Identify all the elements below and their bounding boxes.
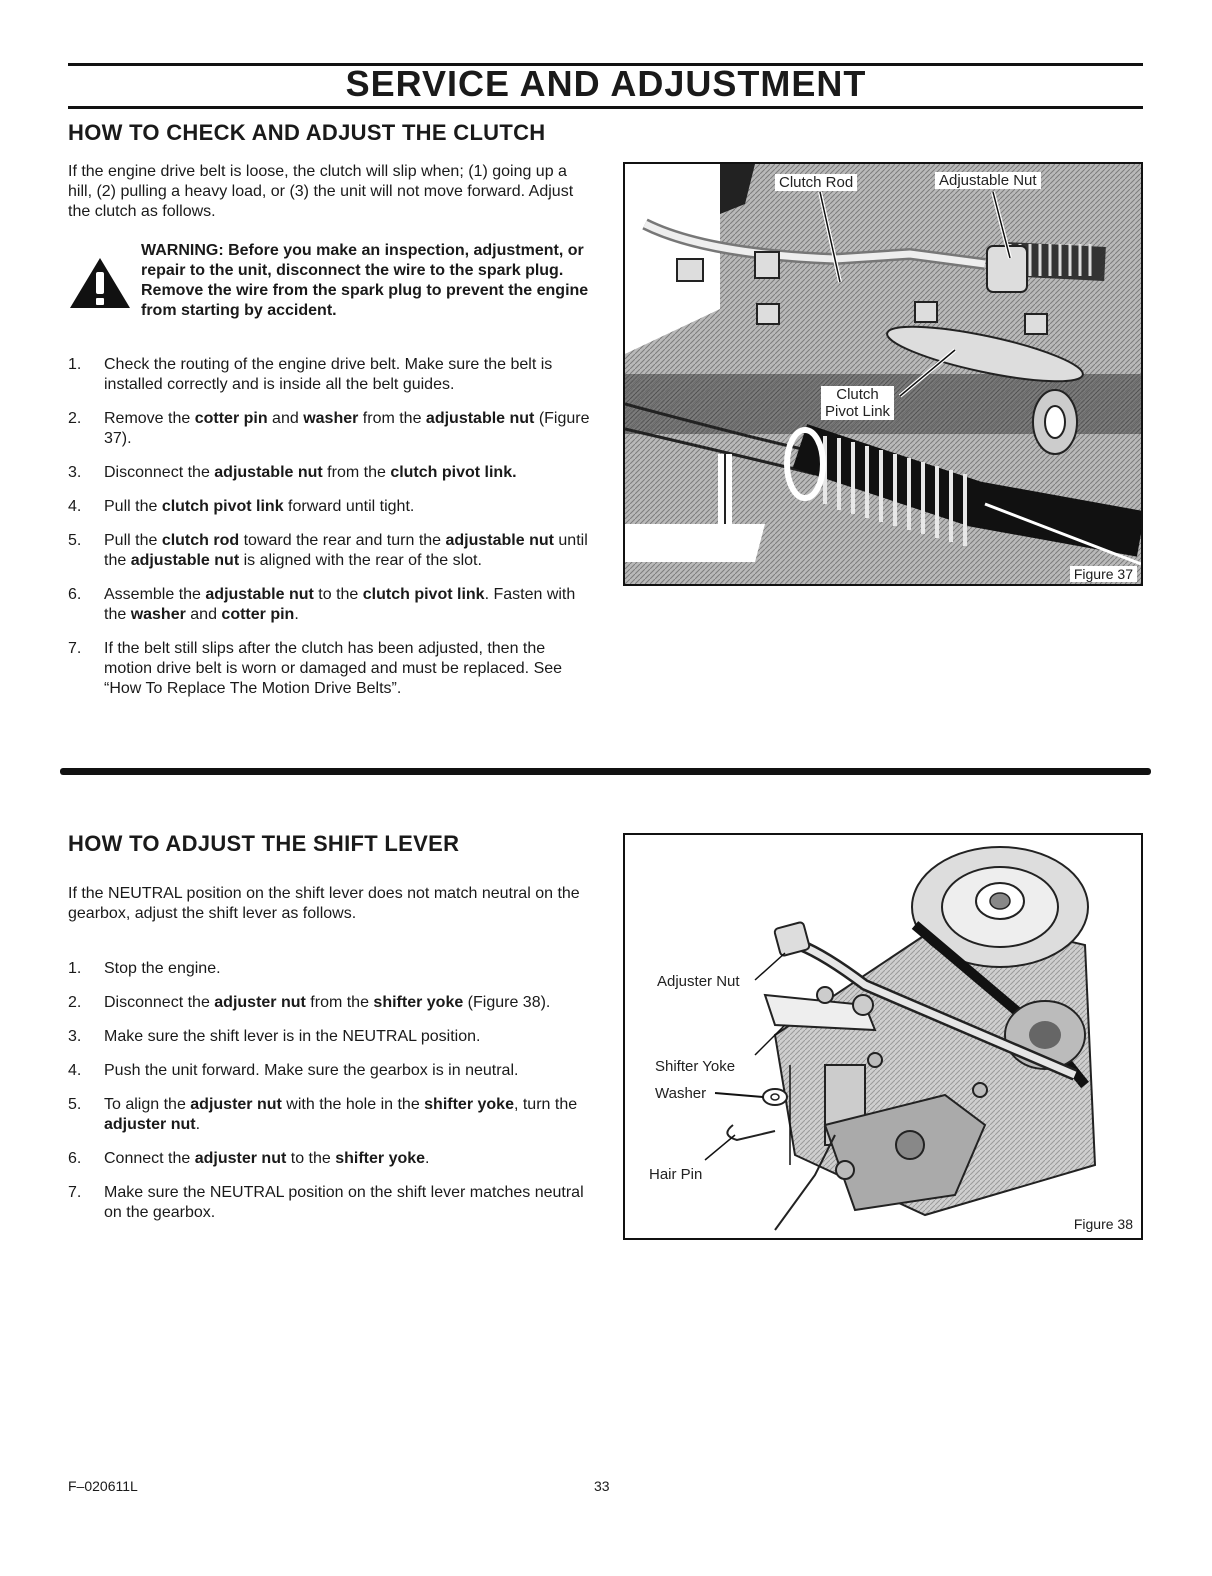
step-text: Make sure the NEUTRAL position on the shift lever matches neutral on the gearbox.: [104, 1184, 584, 1221]
step-emphasis: adjustable nut: [425, 410, 535, 427]
step-number: 1.: [68, 960, 82, 977]
step-item: [68, 1061, 590, 1081]
step-text: to the: [313, 586, 363, 603]
step-emphasis: adjuster nut: [104, 1116, 196, 1133]
step-number: 4.: [68, 1062, 82, 1079]
page-title: SERVICE AND ADJUSTMENT: [345, 63, 867, 104]
step-item: [68, 531, 590, 571]
step-emphasis: adjustable nut: [205, 586, 314, 603]
label-clutch-rod: Clutch Rod: [775, 174, 857, 191]
step-emphasis: washer: [303, 410, 359, 427]
page-number: 33: [594, 1478, 610, 1494]
step-number: 2.: [68, 994, 82, 1011]
step-text: .: [195, 1116, 201, 1133]
step-text: Pull the: [104, 498, 162, 515]
step-number: 4.: [68, 498, 82, 515]
step-text: from the: [305, 994, 374, 1011]
step-text: from the: [322, 464, 391, 481]
label-clutch-pivot-link-line2: Pivot Link: [825, 403, 891, 420]
step-text: forward until tight.: [283, 498, 415, 515]
step-emphasis: adjuster nut: [190, 1096, 282, 1113]
step-text: and: [185, 606, 222, 623]
warning-triangle-icon: [68, 256, 132, 310]
step-number: 6.: [68, 586, 82, 603]
step-number: 2.: [68, 410, 82, 427]
step-text: Assemble the: [104, 586, 206, 603]
step-text: Stop the engine.: [104, 960, 221, 977]
step-emphasis: clutch pivot link.: [390, 464, 517, 481]
step-text: and: [267, 410, 304, 427]
step-number: 6.: [68, 1150, 82, 1167]
step-item: [68, 585, 590, 625]
step-emphasis: cotter pin: [221, 606, 295, 623]
shift-steps-list: [68, 959, 590, 1237]
step-number: 7.: [68, 1184, 82, 1201]
step-emphasis: washer: [130, 606, 186, 623]
step-number: 3.: [68, 1028, 82, 1045]
shift-lever-illustration: [625, 835, 1141, 1238]
figure-38: [623, 833, 1143, 1240]
step-text: until the: [104, 532, 588, 569]
step-text: .: [294, 606, 299, 623]
step-item: [68, 639, 590, 699]
figure-37-caption: Figure 37: [1070, 566, 1137, 582]
step-text: If the belt still slips after the clutch has been adjusted, then the motion drive belt is worn or damaged and must be replaced. See “How To Replace The Motion Drive Belts”.: [104, 640, 563, 697]
header-bottom-rule: [68, 106, 1143, 109]
shift-intro-text: If the NEUTRAL position on the shift lever does not match neutral on the gearbox, adjust the shift lever as follows.: [68, 885, 580, 922]
step-text: Push the unit forward. Make sure the gearbox is in neutral.: [104, 1062, 519, 1079]
shift-section-heading: HOW TO ADJUST THE SHIFT LEVER: [68, 831, 460, 856]
step-text: Check the routing of the engine drive belt. Make sure the belt is installed correctly and is inside all the belt guides.: [104, 356, 553, 393]
clutch-intro-text: If the engine drive belt is loose, the clutch will slip when; (1) going up a hill, (2) pulling a heavy load, or (3) the unit will not move forward. Adjust the clutch as follows.: [68, 163, 574, 220]
step-emphasis: clutch rod: [161, 532, 240, 549]
step-text: (Figure 37).: [104, 410, 590, 447]
step-emphasis: adjuster nut: [194, 1150, 287, 1167]
label-adjustable-nut: Adjustable Nut: [935, 172, 1041, 189]
step-emphasis: adjustable nut: [130, 552, 240, 569]
step-number: 5.: [68, 1096, 82, 1113]
step-text: with the hole in the: [281, 1096, 425, 1113]
step-emphasis: adjuster nut: [214, 994, 306, 1011]
step-text: . Fasten with the: [104, 586, 576, 623]
figure-38-caption: Figure 38: [1070, 1216, 1137, 1232]
figure-37: [623, 162, 1143, 586]
step-text: Remove the: [104, 410, 195, 427]
step-emphasis: cotter pin: [194, 410, 268, 427]
label-clutch-pivot-link: [821, 386, 894, 420]
step-text: To align the: [104, 1096, 191, 1113]
step-emphasis: shifter yoke: [373, 994, 464, 1011]
step-text: to the: [286, 1150, 336, 1167]
label-shifter-yoke: Shifter Yoke: [655, 1058, 736, 1075]
warning-text: WARNING: Before you make an inspection, adjustment, or repair to the unit, disconnect the wire to the spark plug. Remove the wire from the spark plug to prevent the engine from starting by accident.: [141, 242, 589, 319]
label-clutch-pivot-link-line1: Clutch: [836, 386, 879, 403]
step-emphasis: clutch pivot link: [362, 586, 485, 603]
step-text: Disconnect the: [104, 994, 215, 1011]
step-text: Disconnect the: [104, 464, 215, 481]
label-washer: Washer: [655, 1085, 707, 1102]
step-text: Make sure the shift lever is in the NEUTRAL position.: [104, 1028, 481, 1045]
step-text: , turn the: [513, 1096, 578, 1113]
step-text: (Figure 38).: [463, 994, 551, 1011]
step-item: [68, 409, 590, 449]
step-text: Pull the: [104, 532, 162, 549]
clutch-illustration: [625, 164, 1141, 584]
step-emphasis: clutch pivot link: [161, 498, 284, 515]
step-item: [68, 1149, 590, 1169]
step-number: 7.: [68, 640, 82, 657]
step-text: Connect the: [104, 1150, 195, 1167]
label-adjuster-nut: Adjuster Nut: [657, 973, 740, 990]
step-number: 1.: [68, 356, 82, 373]
section-divider: [60, 768, 1151, 775]
step-item: [68, 993, 590, 1013]
clutch-section-heading: HOW TO CHECK AND ADJUST THE CLUTCH: [68, 120, 546, 145]
label-hair-pin: Hair Pin: [649, 1166, 703, 1183]
step-item: [68, 1027, 590, 1047]
step-text: .: [425, 1150, 430, 1167]
step-number: 3.: [68, 464, 82, 481]
clutch-steps-list: [68, 355, 590, 713]
step-item: [68, 959, 590, 979]
step-number: 5.: [68, 532, 82, 549]
step-text: from the: [358, 410, 426, 427]
step-item: [68, 463, 590, 483]
document-code: F–020611L: [68, 1478, 138, 1494]
step-item: [68, 1183, 590, 1223]
step-text: is aligned with the rear of the slot.: [239, 552, 482, 569]
step-emphasis: adjustable nut: [445, 532, 554, 549]
step-item: [68, 1095, 590, 1135]
step-text: toward the rear and turn the: [239, 532, 446, 549]
step-emphasis: shifter yoke: [424, 1096, 514, 1113]
step-item: [68, 355, 590, 395]
step-emphasis: adjustable nut: [214, 464, 323, 481]
step-emphasis: shifter yoke: [335, 1150, 426, 1167]
step-item: [68, 497, 590, 517]
